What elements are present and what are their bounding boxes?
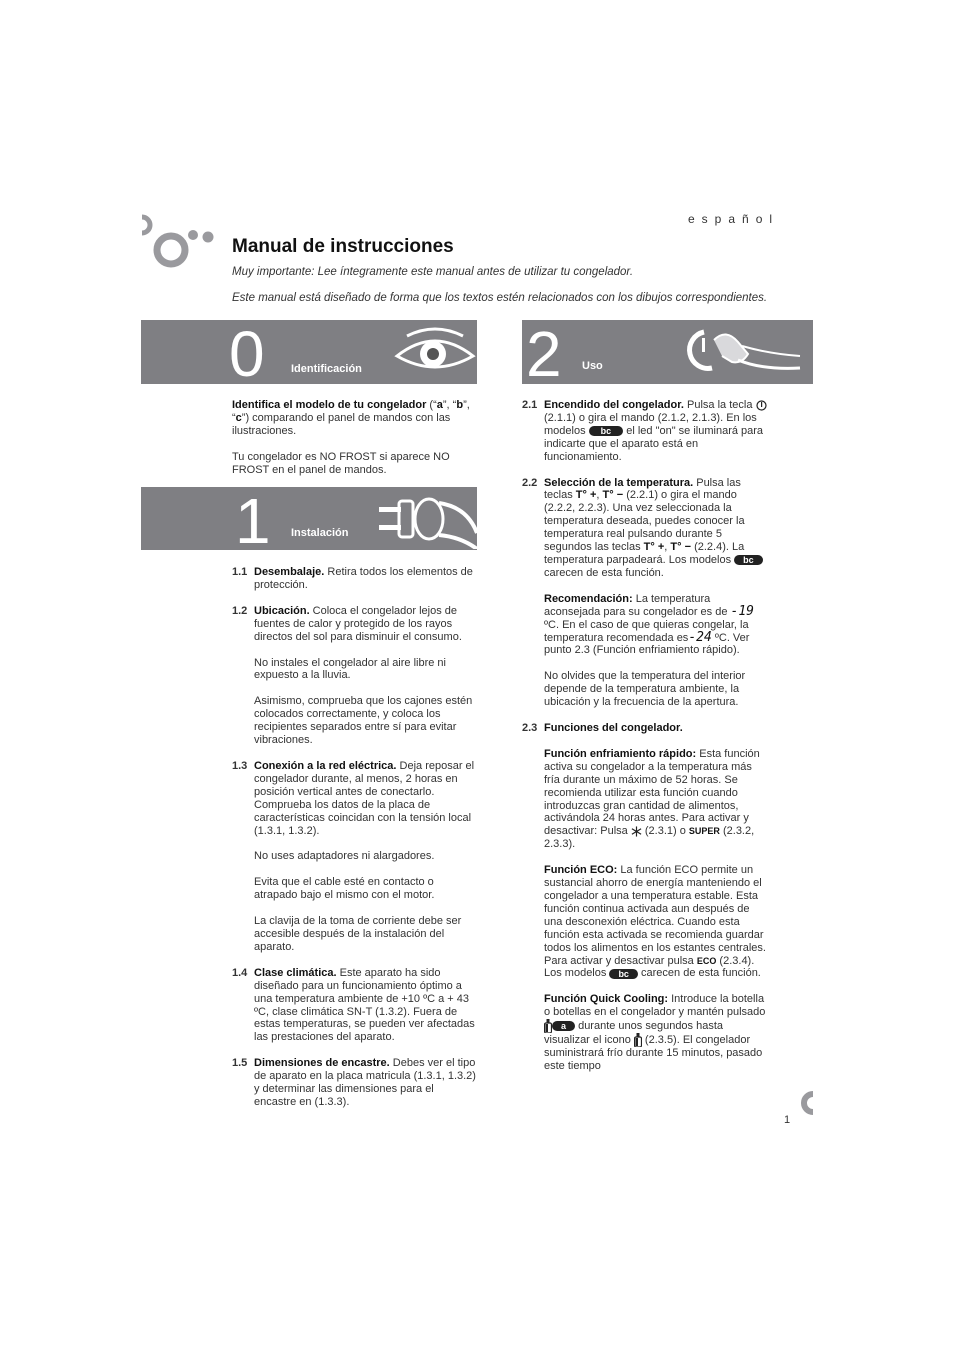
ident-paragraph-1: Identifica el modelo de tu congelador (“a”, “b”, “c”) comparando el panel de mandos con las ilustraciones. [232,399,470,437]
model-badge-bc: bc [589,426,624,436]
section-label: Instalación [291,527,349,539]
section-label: Uso [582,360,603,372]
temp-display-24: -24 [688,629,712,645]
finger-press-icon [682,324,802,384]
model-badge-a: a [552,1021,575,1031]
key-temp-plus: T° + [575,489,597,502]
key-super: SUPER [688,826,720,837]
item-2-1: 2.1 Encendido del congelador. Pulsa la tecla (2.1.1) o gira el mando (2.1.2, 2.1.3). En los modelos bc el led "on" se iluminará para indicarte que el aparato está en funcionamiento. [522,399,768,464]
section-band-uso [522,320,813,384]
subtitle-important: Muy importante: Lee íntegramente este manual antes de utilizar tu congelador. [232,266,634,278]
item-1-2: 1.2 Ubicación. Coloca el congelador lejos de fuentes de calor y protegido de los rayos directos del sol para disminuir el consumo. No instales el congelador al aire libre ni expuesto a la lluvia. Asimismo, comprueba que los cajones estén colocados correctamente, y coloca los recipientes separados entre sí para evitar vibraciones. [232,604,473,747]
temp-display-19: -19 [730,603,755,619]
section-number: 1 [235,487,271,550]
subtitle-design: Este manual está diseñado de forma que los textos estén relacionados con los dibujos correspondientes. [232,292,768,304]
model-badge-bc: bc [609,969,638,979]
key-eco: ECO [696,955,717,966]
section-number: 2 [526,320,562,384]
item-1-3: 1.3 Conexión a la red eléctrica. Deja reposar el congelador durante, al menos, 2 horas en posición vertical antes de conectarlo. Comprueba los datos de la placa de características coincidan con la tensión local (1.3.1, 1.3.2). No uses adaptadores ni alargadores. Evita que el cable esté en contacto o atrapado bajo el mismo con el motor. La clavija de la toma de corriente debe ser accesible después de la instalación del aparato. [232,759,475,953]
page-title: Manual de instrucciones [232,236,454,257]
item-2-2: 2.2 Selección de la temperatura. Pulsa las teclas T° +, T° − (2.2.1) o gira el mando (2.2.2, 2.2.3). Una vez seleccionada la temperatura deseada, puedes conocer la temperatura real pulsando durante 5 segundos las teclas T° +, T° − (2.2.4). La temperatura parpadeará. Los modelos bc carecen de esta función. Recomendación: La temperatura aconsejada para su congelador es de -19 ºC. En el caso de que quieras congelar, la temperatura recomendada es-24 ºC. Ver punto 2.3 (Función enfriamiento rápido). No olvides que la temperatura del interior depende de la temperatura ambiente, la ubicación y la frecuencia de la apertura. [522,477,768,710]
item-1-4: 1.4 Clase climática. Este aparato ha sido diseñado para un funcionamiento óptimo a una temperatura ambiente de +10 ºC a + 43 ºC, clase climática SN-T (1.3.2). Fuera de estas temperaturas, se pueden ver afectadas las prestaciones del aparato. [232,966,475,1044]
item-1-1: 1.1 Desembalaje. Retira todos los elementos de protección. [232,566,473,591]
plug-icon [377,493,477,549]
identification-text [232,399,480,490]
bottle-icon [634,1033,642,1047]
item-2-3: 2.3 Funciones del congelador. Función enfriamiento rápido: Esta función activa su congelador a la temperatura más fría durante un máximo de 52 horas. Se recomienda utilizar esta función cuando introduzcas gran cantidad de alimentos, activándola 24 horas antes. Para activar y desactivar: Pulsa (2.3.1) o SUPER (2.3.2, 2.3.3). Función ECO: La función ECO permite un sustancial ahorro de energía manteniendo el congelador a una temperatura estable. Esta función continua activada aun después de una desconexión eléctrica. Cuando esta función esta activada se recomienda guardar todos los alimentos en los estantes centrales. Para activar y desactivar pulsa ECO (2.3.4). Los modelos bc carecen de esta función. Función Quick Cooling: Introduce la botella o botellas en el congelador y mantén pulsado a durante unos segundos hasta visualizar el icono (2.3.5). El congelador suministrará frío durante 15 minutos, pasado este tiempo [522,722,766,1073]
model-badge-bc: bc [734,555,763,565]
ident-paragraph-2: Tu congelador es NO FROST si aparece NO FROST en el panel de mandos. [232,450,450,476]
eye-icon [393,326,477,378]
section-number: 0 [229,320,265,384]
section-label: Identificación [291,363,362,375]
page-number: 1 [784,1114,791,1126]
page-corner-circle-icon [793,1091,813,1115]
brand-logo-icon [138,213,218,273]
key-temp-minus: T° − [602,489,624,502]
item-1-5: 1.5 Dimensiones de encastre. Debes ver el tipo de aparato en la placa matricula (1.3.1, 1.3.2) y determinar las dimensiones para el encastre en (1.3.3). [232,1057,476,1108]
section-band-instalacion [141,487,477,550]
section-band-identificacion [141,320,477,384]
language-label: español [688,212,780,226]
installation-text [232,566,478,1122]
bottle-icon [544,1019,552,1033]
snowflake-icon [631,826,642,837]
power-icon [756,400,767,411]
usage-text [522,399,768,1086]
